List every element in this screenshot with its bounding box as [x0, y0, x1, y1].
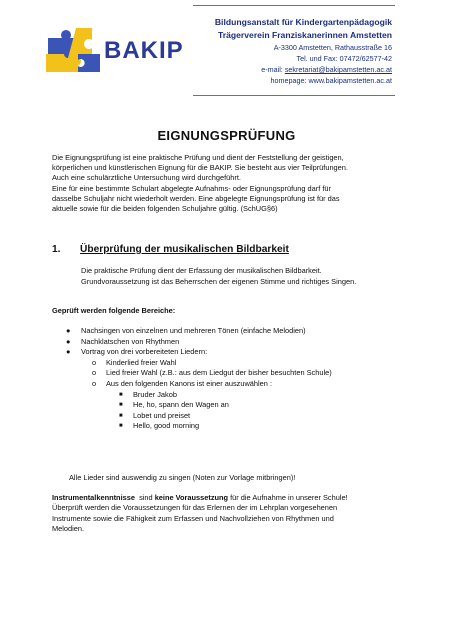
instrument-bold: Instrumentalkenntnisse: [52, 493, 135, 502]
homepage[interactable]: homepage: www.bakipamstetten.ac.at: [270, 76, 392, 85]
header-divider-bottom: [193, 95, 395, 96]
instrument-line: Melodien.: [52, 524, 85, 534]
address: A-3300 Amstetten, Rathausstraße 16: [273, 43, 392, 52]
list-item: [52, 347, 412, 358]
sub-list-item: [52, 379, 412, 390]
list-item: [52, 337, 412, 348]
header-contact: [215, 16, 392, 86]
section-number: 1.: [52, 244, 61, 255]
intro-line: dasselbe Schuljahr nicht wiederholt werden. Eine abgelegte Eignungsprüfung ist für das: [52, 193, 340, 203]
instrument-mid: sind: [134, 493, 155, 502]
bullet-icon: ●: [66, 336, 71, 346]
page-title: EIGNUNGSPRÜFUNG: [157, 128, 296, 143]
bullet-icon: ●: [66, 326, 71, 335]
intro-line: Eine für eine bestimmte Schulart abgelegte Aufnahms- oder Eignungsprüfung darf für: [52, 183, 331, 193]
canon-item: [52, 411, 412, 422]
section-heading: [52, 244, 289, 255]
list-item-text: Nachklatschen von Rhythmen: [81, 336, 180, 346]
intro-line: Die Eignungsprüfung ist eine praktische Prüfung und dient der Feststellung der geistigen,: [52, 153, 344, 162]
bullet-icon: ●: [66, 347, 71, 357]
association-name: Trägerverein Franziskanerinnen Amstetten: [217, 30, 392, 40]
intro-line: Auch eine schulärztliche Untersuchung wird durchgeführt.: [52, 173, 241, 183]
requirements-list: [52, 326, 412, 432]
section-body: [81, 266, 411, 287]
email-label: e-mail:: [261, 65, 283, 74]
section-title: Überprüfung der musikalischen Bildbarkeit: [80, 244, 289, 255]
subheading: Geprüft werden folgende Bereiche:: [52, 306, 176, 315]
square-bullet-icon: ■: [119, 391, 123, 398]
email-link[interactable]: sekretariat@bakipamstetten.ac.at: [284, 65, 392, 74]
sub-list-item-text: Kinderlied freier Wahl: [106, 357, 177, 367]
header-divider-top: [193, 5, 395, 6]
instrument-line: Instrumente sowie die Fähigkeit zum Erfassen und Nachvollziehen von Rhythmen und: [52, 513, 334, 523]
intro-line: aktuelle sowie für die beiden folgenden Schuljahre gültig. (SchUG§6): [52, 204, 278, 214]
instrument-line: Überprüft werden die Voraussetzungen für das Erlernen der im Lehrplan vorgesehenen: [52, 503, 338, 513]
sub-list-item: [52, 358, 412, 369]
canon-item-text: He, ho, spann den Wagen an: [133, 400, 229, 410]
bakip-logo: [44, 24, 196, 76]
list-item-text: Nachsingen von einzelnen und mehreren Tönen (einfache Melodien): [81, 326, 306, 335]
instrument-line: [52, 493, 412, 503]
sub-list-item-text: Lied freier Wahl (z.B.: aus dem Liedgut der bisher besuchten Schule): [106, 368, 332, 378]
circle-bullet-icon: o: [92, 368, 97, 378]
section-line: Die praktische Prüfung dient der Erfassung der musikalischen Bildbarkeit.: [81, 266, 322, 275]
canon-item-text: Hello, good morning: [133, 421, 200, 431]
canon-item-text: Bruder Jakob: [133, 389, 177, 399]
intro-line: körperlichen und künstlerischen Eignung für die BAKIP. Sie besteht aus vier Teilprüfungen.: [52, 163, 348, 173]
email-line: [215, 64, 392, 75]
sub-list-item-text: Aus den folgenden Kanons ist einer auszuwählen :: [106, 378, 272, 388]
square-bullet-icon: ■: [119, 412, 123, 419]
list-item: [52, 326, 412, 337]
circle-bullet-icon: o: [92, 378, 97, 388]
instrument-rest: für die Aufnahme in unserer Schule!: [228, 493, 348, 502]
section-line: Grundvoraussetzung ist das Beherrschen der eigenen Stimme und richtiges Singen.: [81, 276, 357, 286]
square-bullet-icon: ■: [119, 402, 123, 409]
puzzle-logo-icon: [44, 24, 106, 76]
instrument-paragraph: [52, 493, 412, 535]
circle-bullet-icon: o: [92, 357, 97, 367]
canon-item-text: Lobet und preiset: [133, 410, 191, 420]
logo-text: BAKIP: [104, 37, 184, 64]
square-bullet-icon: ■: [119, 423, 123, 430]
canon-item: [52, 390, 412, 401]
phone: Tel. und Fax: 07472/62577-42: [296, 54, 392, 63]
sub-list-item: [52, 368, 412, 379]
canon-item: [52, 400, 412, 411]
canon-item: [52, 421, 412, 432]
institution-name: Bildungsanstalt für Kindergartenpädagogik: [214, 17, 392, 27]
memorize-note: Alle Lieder sind auswendig zu singen (Noten zur Vorlage mitbringen)!: [69, 473, 296, 482]
no-requirement-bold: keine Voraussetzung: [154, 493, 229, 502]
intro-paragraph: [52, 153, 412, 214]
list-item-text: Vortrag von drei vorbereiteten Liedern:: [81, 347, 208, 357]
